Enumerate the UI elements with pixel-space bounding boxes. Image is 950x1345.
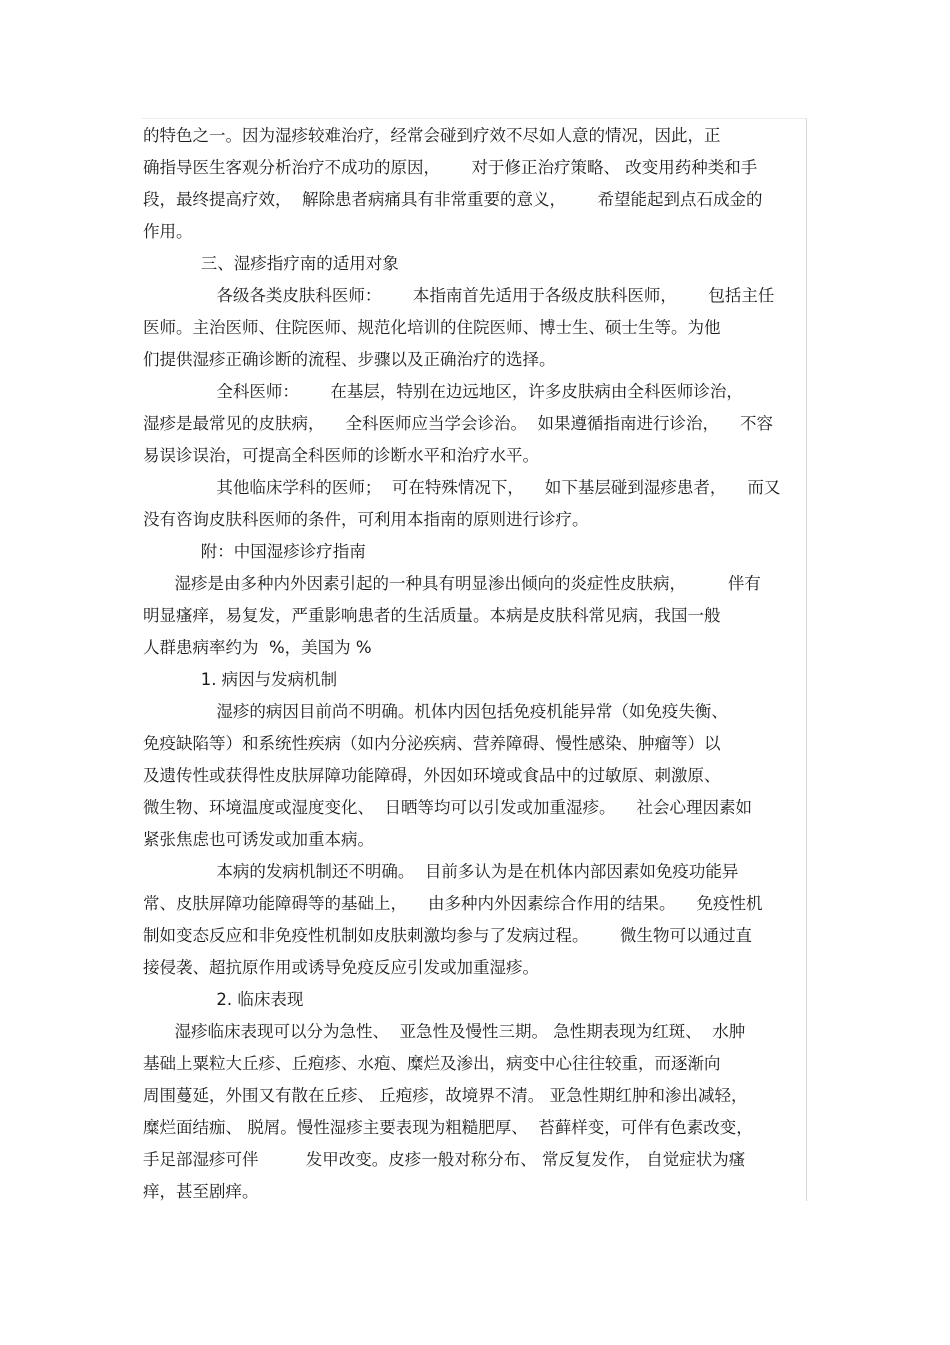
body-text-line: 手足部湿疹可伴 发甲改变。皮疹一般对称分布、 常反复发作， 自觉症状为瘙 <box>143 1150 746 1169</box>
body-text-line: 医师。主治医师、住院医师、规范化培训的住院医师、博士生、硕士生等。为他 <box>143 318 721 337</box>
section-heading: 三、湿疹指疗南的适用对象 <box>143 254 399 273</box>
body-text-line: 易误诊误治，可提高全科医师的诊断水平和治疗水平。 <box>143 446 539 465</box>
body-text-line: 接侵袭、超抗原作用或诱导免疫反应引发或加重湿疹。 <box>143 958 539 977</box>
body-text-line: 湿疹临床表现可以分为急性、 亚急性及慢性三期。 急性期表现为红斑、 水肿 <box>143 1022 746 1041</box>
body-text-line: 人群患病率约为 %，美国为 % <box>143 638 372 657</box>
section-heading: 2. 临床表现 <box>143 990 304 1009</box>
body-text-line: 本病的发病机制还不明确。 目前多认为是在机体内部因素如免疫功能异 <box>143 862 739 881</box>
body-text-line: 痒，甚至剧痒。 <box>143 1182 259 1201</box>
body-text-line: 作用。 <box>143 222 193 241</box>
body-text-line: 没有咨询皮肤科医师的条件，可利用本指南的原则进行诊疗。 <box>143 510 589 529</box>
body-text-line: 湿疹是最常见的皮肤病， 全科医师应当学会诊治。 如果遵循指南进行诊治， 不容 <box>143 414 773 433</box>
body-text-line: 全科医师： 在基层，特别在边远地区，许多皮肤病由全科医师诊治， <box>143 382 743 401</box>
body-text-line: 及遗传性或获得性皮肤屏障功能障碍，外因如环境或食品中的过敏原、刺激原、 <box>143 766 721 785</box>
body-text-line: 其他临床学科的医师； 可在特殊情况下， 如下基层碰到湿疹患者， 而又 <box>143 478 781 497</box>
section-heading: 1. 病因与发病机制 <box>143 670 338 689</box>
body-text-line: 的特色之一。因为湿疹较难治疗，经常会碰到疗效不尽如人意的情况，因此，正 <box>143 126 721 145</box>
body-text-line: 微生物、环境温度或湿度变化、 日晒等均可以引发或加重湿疹。 社会心理因素如 <box>143 798 752 817</box>
body-text-line: 基础上粟粒大丘疹、丘疱疹、水疱、糜烂及渗出，病变中心往往较重，而逐渐向 <box>143 1054 721 1073</box>
body-text-line: 湿疹是由多种内外因素引起的一种具有明显渗出倾向的炎症性皮肤病， 伴有 <box>143 574 761 593</box>
body-text-line: 湿疹的病因目前尚不明确。机体内因包括免疫机能异常（如免疫失衡、 <box>143 702 728 721</box>
section-heading: 附：中国湿疹诊疗指南 <box>143 542 366 561</box>
body-text-line: 们提供湿疹正确诊断的流程、步骤以及正确治疗的选择。 <box>143 350 556 369</box>
body-text-line: 免疫缺陷等）和系统性疾病（如内分泌疾病、营养障碍、慢性感染、肿瘤等）以 <box>143 734 721 753</box>
body-text-line: 段，最终提高疗效， 解除患者病痛具有非常重要的意义， 希望能起到点石成金的 <box>143 190 763 209</box>
body-text-line: 各级各类皮肤科医师： 本指南首先适用于各级皮肤科医师， 包括主任 <box>143 286 775 305</box>
body-text-line: 糜烂面结痂、 脱屑。慢性湿疹主要表现为粗糙肥厚、 苔藓样变，可伴有色素改变， <box>143 1118 753 1137</box>
body-text-line: 制如变态反应和非免疫性机制如皮肤刺激均参与了发病过程。 微生物可以通过直 <box>143 926 752 945</box>
body-text-line: 紧张焦虑也可诱发或加重本病。 <box>143 830 374 849</box>
body-text-line: 周围蔓延，外围又有散在丘疹、 丘疱疹，故境界不清。 亚急性期红肿和渗出减轻， <box>143 1086 748 1105</box>
body-text-line: 明显瘙痒，易复发，严重影响患者的生活质量。本病是皮肤科常见病，我国一般 <box>143 606 721 625</box>
body-text-line: 常、皮肤屏障功能障碍等的基础上， 由多种内外因素综合作用的结果。 免疫性机 <box>143 894 763 913</box>
body-text-line: 确指导医生客观分析治疗不成功的原因， 对于修正治疗策略、 改变用药种类和手 <box>143 158 758 177</box>
